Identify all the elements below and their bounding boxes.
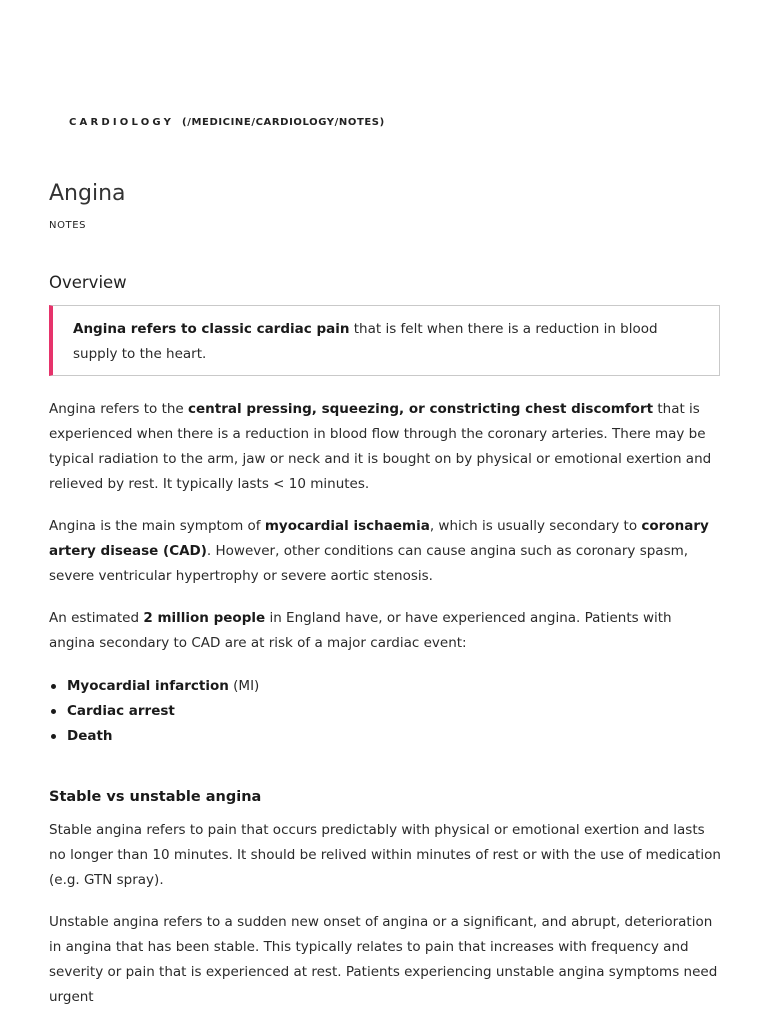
bold-run: 2 million people bbox=[143, 610, 266, 626]
paragraph-definition bbox=[49, 397, 721, 497]
list-item bbox=[49, 724, 259, 749]
page-title: Angina bbox=[49, 181, 126, 206]
breadcrumb bbox=[69, 114, 385, 132]
paragraph-cause bbox=[49, 514, 721, 589]
list-item-bold: Death bbox=[67, 728, 113, 744]
stable-unstable-heading: Stable vs unstable angina bbox=[49, 789, 262, 805]
overview-heading: Overview bbox=[49, 273, 127, 292]
paragraph-unstable bbox=[49, 910, 721, 1010]
page-subtitle: NOTES bbox=[49, 220, 87, 231]
text-run: Angina refers to the bbox=[49, 401, 189, 417]
text-run: in England have, or have experienced angina. Patients with angina secondary to CAD are at risk of a major cardiac event: bbox=[49, 610, 672, 651]
list-item bbox=[49, 699, 259, 724]
cardiac-events-list bbox=[49, 674, 259, 749]
breadcrumb-path: (/MEDICINE/CARDIOLOGY/NOTES) bbox=[182, 117, 385, 128]
bullet-icon bbox=[51, 709, 56, 714]
list-item-text: (MI) bbox=[228, 678, 260, 694]
bullet-icon bbox=[51, 684, 56, 689]
text-run: , which is usually secondary to bbox=[429, 518, 642, 534]
bold-run: central pressing, squeezing, or constricting chest discomfort bbox=[188, 401, 654, 417]
text-run: . However, other conditions can cause angina such as coronary spasm, severe ventricular hypertrophy or severe aortic stenosis. bbox=[49, 543, 689, 584]
overview-callout bbox=[49, 305, 720, 376]
callout-text: that is felt when there is a reduction in blood supply to the heart. bbox=[73, 321, 658, 362]
text-run: Angina is the main symptom of bbox=[49, 518, 265, 534]
paragraph-prevalence bbox=[49, 606, 721, 656]
list-item bbox=[49, 674, 259, 699]
paragraph-text: Unstable angina refers to a sudden new onset of angina or a significant, and abrupt, deterioration in angina that has been stable. This typically relates to pain that increases with frequency and severity or pain that is experienced at rest. Patients experiencing unstable angina symptoms need urgent bbox=[49, 914, 718, 1005]
text-run: An estimated bbox=[49, 610, 144, 626]
bullet-icon bbox=[51, 734, 56, 739]
bold-run: myocardial ischaemia bbox=[264, 518, 430, 534]
bold-run: coronary artery disease (CAD) bbox=[49, 518, 709, 559]
paragraph-text: Stable angina refers to pain that occurs predictably with physical or emotional exertion and lasts no longer than 10 minutes. It should be relived within minutes of rest or with the use of medication (e.g. GTN spray). bbox=[49, 822, 721, 888]
list-item-bold: Cardiac arrest bbox=[67, 703, 175, 719]
paragraph-stable bbox=[49, 818, 721, 893]
list-item-bold: Myocardial infarction bbox=[67, 678, 229, 694]
text-run: that is experienced when there is a reduction in blood flow through the coronary arteries. There may be typical radiation to the arm, jaw or neck and it is bought on by physical or emotional exertion and relieved by rest. It typically lasts < 10 minutes. bbox=[49, 401, 712, 492]
breadcrumb-section-link[interactable]: CARDIOLOGY bbox=[69, 117, 175, 128]
callout-bold-text: Angina refers to classic cardiac pain bbox=[73, 321, 350, 337]
